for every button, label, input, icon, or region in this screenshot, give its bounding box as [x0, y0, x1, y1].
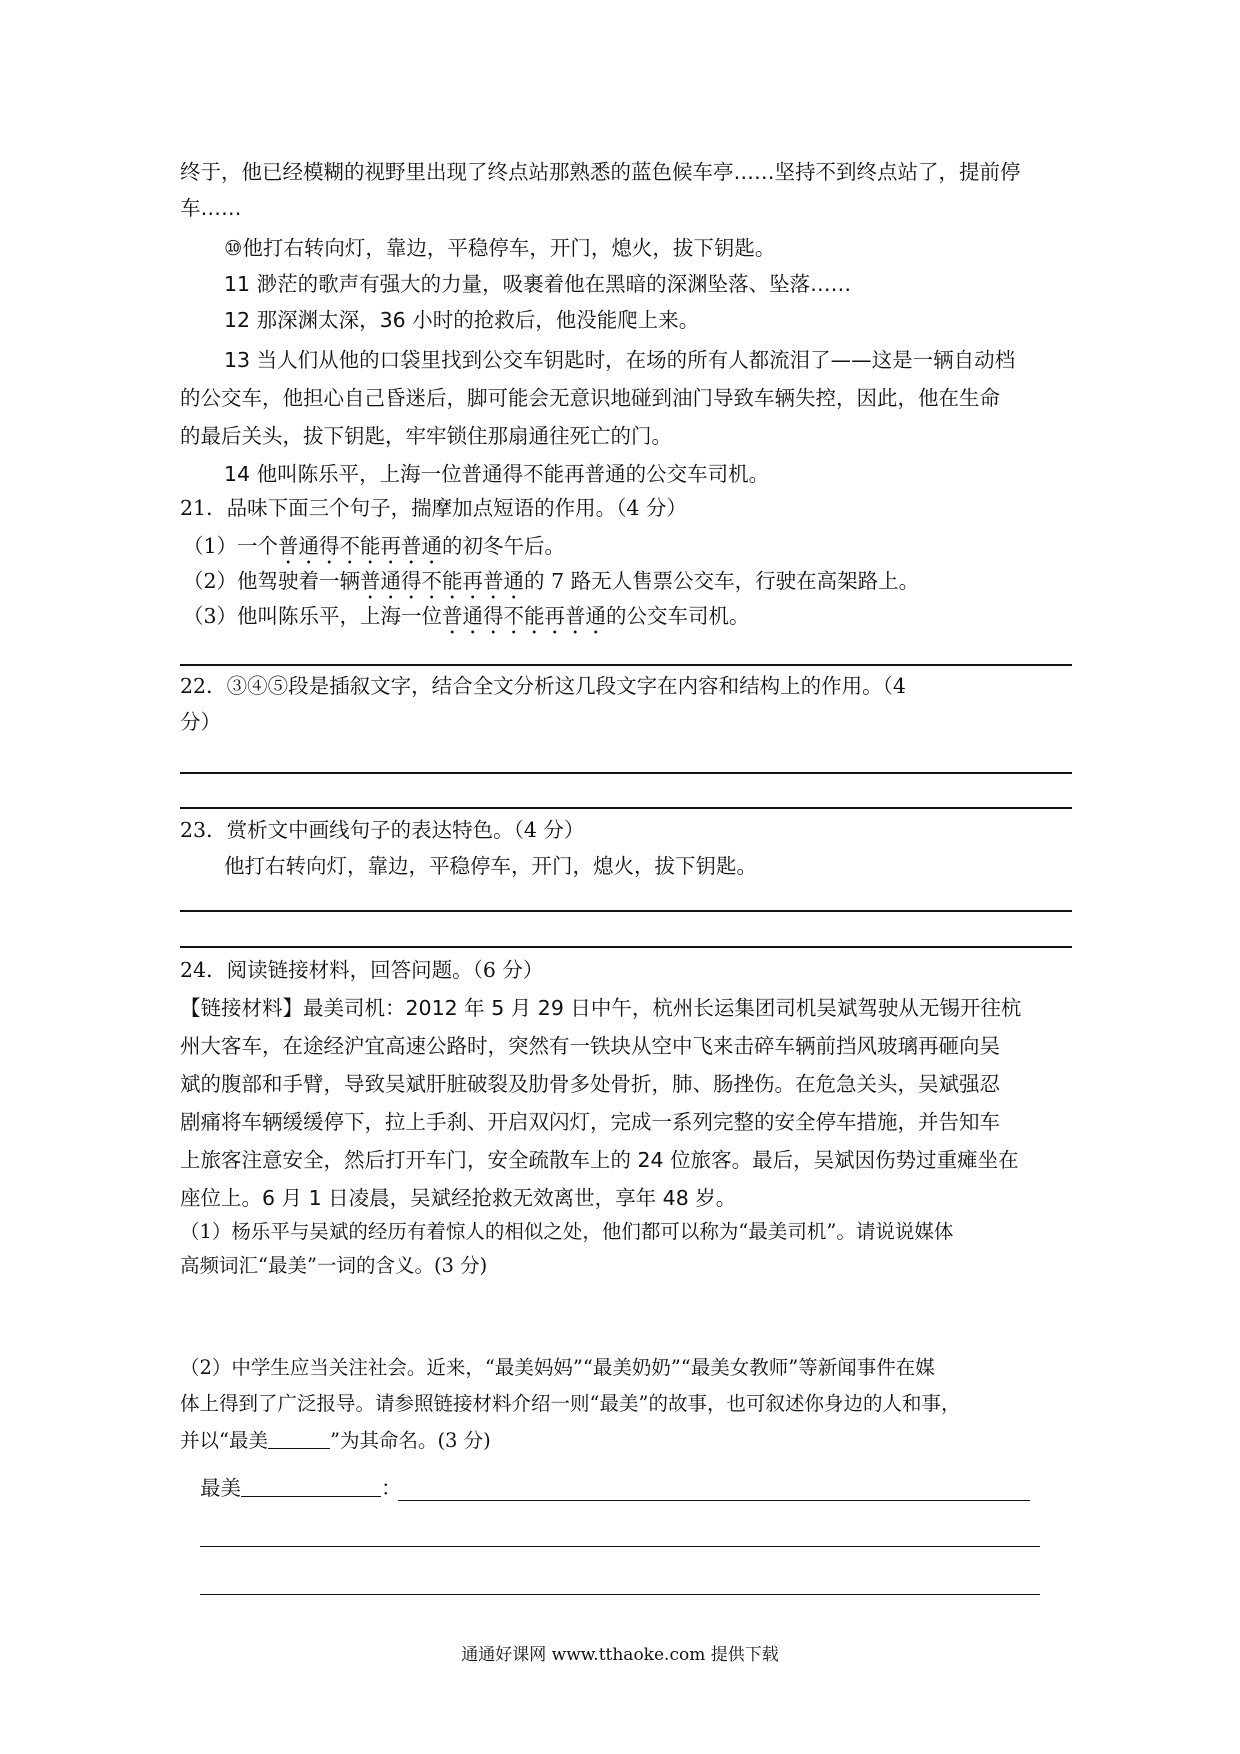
paragraph-13: 13 当人们从他的口袋里找到公交车钥匙时，在场的所有人都流泪了——这是一辆自动档: [224, 348, 1016, 372]
answer-line[interactable]: [398, 1500, 1030, 1501]
question-21-sentence-2: （2）他驾驶着一辆普通得不能再普通的 7 路无人售票公交车，行驶在高架路上。: [183, 569, 920, 593]
question-24-sub-2: 并以“最美 ”为其命名。(3 分): [180, 1429, 491, 1452]
paragraph-12: 12 那深渊太深，36 小时的抢救后，他没能爬上来。: [224, 308, 700, 332]
paragraph-13: 的最后关头，拔下钥匙，牢牢锁住那扇通往死亡的门。: [180, 424, 672, 448]
answer-label: 最美: [200, 1476, 241, 1500]
answer-title-row: [200, 1478, 402, 1499]
question-24-sub-1: （1）杨乐平与吴斌的经历有着惊人的相似之处，他们都可以称为“最美司机”。请说说媒体: [180, 1220, 954, 1243]
page-footer: 通通好课网 www.tthaoke.com 提供下载: [461, 1645, 779, 1665]
paragraph-10: ⑩他打右转向灯，靠边，平稳停车，开门，熄火，拔下钥匙。: [224, 236, 776, 260]
paragraph-14: 14 他叫陈乐平，上海一位普通得不能再普通的公交车司机。: [224, 462, 770, 486]
link-material-line: 【链接材料】最美司机：2012 年 5 月 29 日中午，杭州长运集团司机吴斌驾驶从无锡开往杭: [180, 996, 1022, 1020]
link-material-line: 斌的腹部和手臂，导致吴斌肝脏破裂及肋骨多处骨折，肺、肠挫伤。在危急关头，吴斌强忍: [180, 1072, 1000, 1096]
question-24-stem: 24．阅读链接材料，回答问题。（6 分）: [180, 958, 544, 982]
question-23-stem: 23．赏析文中画线句子的表达特色。（4 分）: [180, 818, 585, 842]
passage-line: 终于，他已经模糊的视野里出现了终点站那熟悉的蓝色候车亭……坚持不到终点站了，提前停: [180, 160, 1021, 184]
question-22-stem: 分）: [180, 710, 221, 734]
answer-line[interactable]: [200, 1546, 1040, 1547]
question-21-sentence-3: （3）他叫陈乐平，上海一位普通得不能再普通的公交车司机。: [183, 604, 750, 628]
passage-line: 车……: [180, 196, 242, 220]
dotted-phrase: 普通得不能再普通: [360, 569, 525, 593]
answer-line[interactable]: [180, 807, 1072, 809]
question-23-sentence: 他打右转向灯，靠边，平稳停车，开门，熄火，拔下钥匙。: [224, 854, 757, 878]
link-material-line: 州大客车，在途经沪宜高速公路时，突然有一铁块从空中飞来击碎车辆前挡风玻璃再砸向吴: [180, 1034, 1000, 1058]
question-22-stem: 22．③④⑤段是插叙文字，结合全文分析这几段文字在内容和结构上的作用。（4: [180, 674, 906, 698]
title-input-line[interactable]: [241, 1478, 381, 1497]
answer-line[interactable]: [180, 772, 1072, 774]
question-24-sub-1: 高频词汇“最美”一词的含义。(3 分): [180, 1254, 488, 1277]
link-material-line: 剧痛将车辆缓缓停下，拉上手刹、开启双闪灯，完成一系列完整的安全停车措施，并告知车: [180, 1110, 1000, 1134]
paragraph-13: 的公交车，他担心自己昏迷后，脚可能会无意识地碰到油门导致车辆失控，因此，他在生命: [180, 386, 1000, 410]
title-blank[interactable]: [268, 1430, 330, 1449]
answer-colon: ：: [381, 1476, 402, 1500]
answer-line[interactable]: [180, 664, 1072, 666]
dotted-phrase: 普通得不能再普通: [442, 604, 607, 628]
question-24-sub-2: （2）中学生应当关注社会。近来，“最美妈妈”“最美奶奶”“最美女教师”等新闻事件在媒: [180, 1356, 935, 1379]
dotted-phrase: 普通得不能再普通: [278, 534, 443, 558]
answer-line[interactable]: [180, 946, 1072, 948]
paragraph-11: 11 渺茫的歌声有强大的力量，吸裹着他在黑暗的深渊坠落、坠落……: [224, 272, 852, 296]
link-material-line: 上旅客注意安全，然后打开车门，安全疏散车上的 24 位旅客。最后，吴斌因伤势过重瘫坐在: [180, 1148, 1019, 1172]
answer-line[interactable]: [180, 910, 1072, 912]
question-21-sentence-1: （1）一个普通得不能再普通的初冬午后。: [183, 534, 566, 558]
link-material-line: 座位上。6 月 1 日凌晨，吴斌经抢救无效离世，享年 48 岁。: [180, 1186, 737, 1210]
question-21-stem: 21．品味下面三个句子，揣摩加点短语的作用。（4 分）: [180, 496, 687, 520]
question-24-sub-2: 体上得到了广泛报导。请参照链接材料介绍一则“最美”的故事，也可叙述你身边的人和事，: [180, 1392, 961, 1415]
answer-line[interactable]: [200, 1594, 1040, 1595]
